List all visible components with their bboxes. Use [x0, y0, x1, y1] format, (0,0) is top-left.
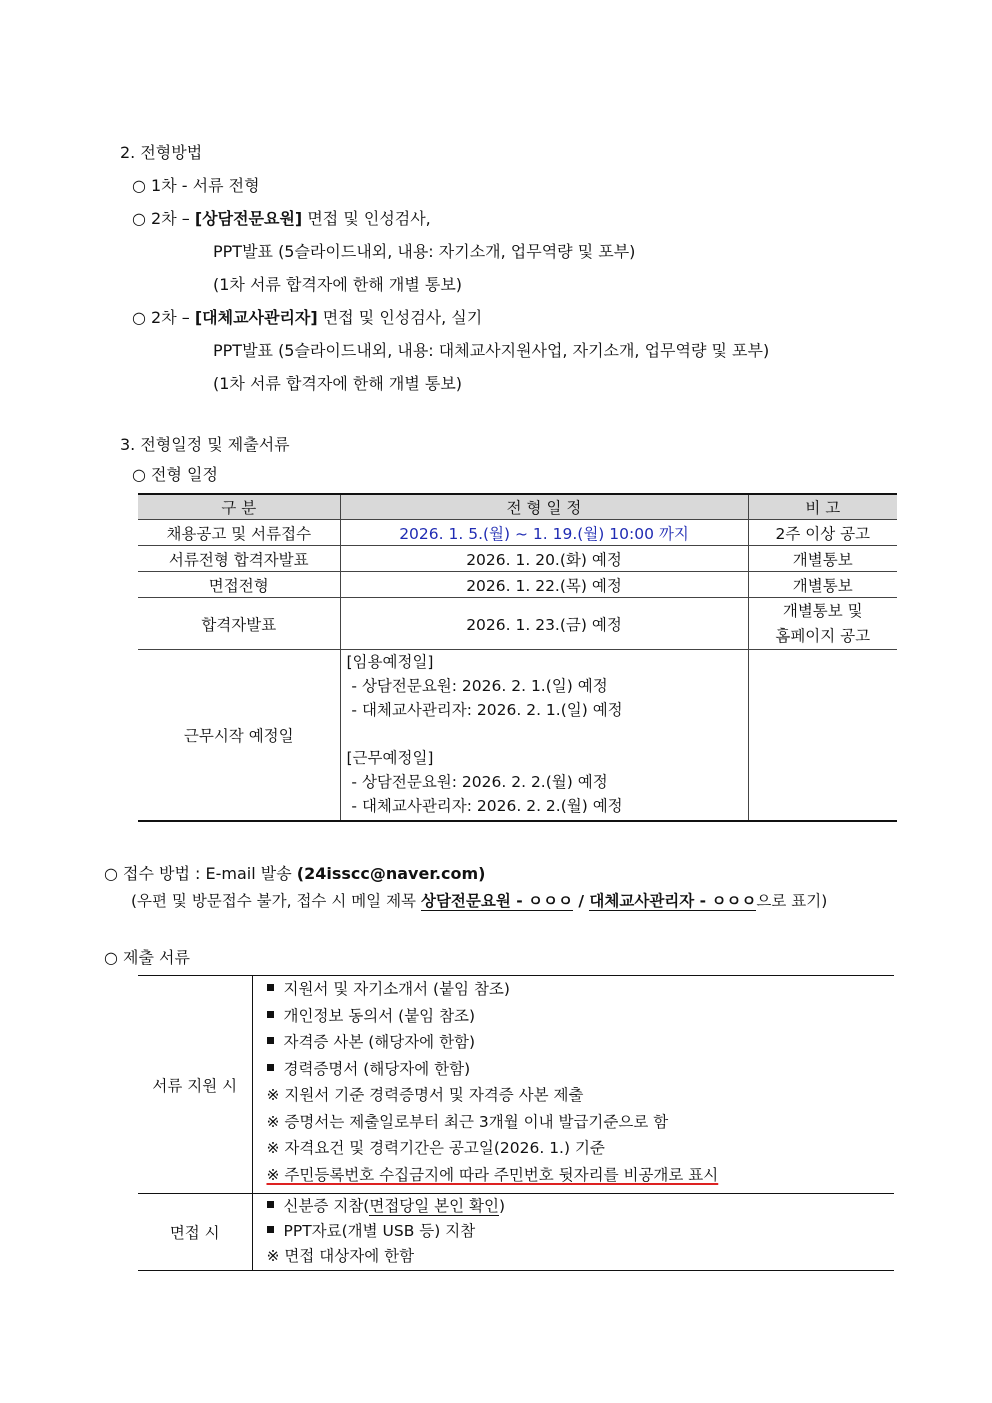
note-item: ※ 자격요건 및 경력기간은 공고일(2026. 1.) 기준 [266, 1139, 605, 1157]
start-line: [근무예정일] [346, 749, 434, 767]
start-line [347, 722, 748, 746]
note-item: ※ 지원서 기준 경력증명서 및 자격증 사본 제출 [266, 1086, 584, 1104]
row-label: 합격자발표 [138, 598, 340, 650]
apply-method: ○ 접수 방법 : E-mail 발송 [104, 864, 297, 883]
row-note: 개별통보 [748, 546, 897, 572]
row-date: 2026. 1. 20.(화) 예정 [340, 546, 748, 572]
row-date: 2026. 1. 22.(목) 예정 [340, 572, 748, 598]
bullet-icon [267, 984, 274, 991]
schedule-header-row [138, 494, 897, 520]
list-item [267, 1194, 895, 1219]
mail-title-counselor: 상담전문요원 - ㅇㅇㅇ [420, 892, 573, 910]
bullet-underlined: 면접당일 본인 확인 [369, 1197, 499, 1215]
row-note: 2주 이상 공고 [748, 520, 897, 546]
row-note: 개별통보 [748, 572, 897, 598]
item3-rest: 면접 및 인성검사, 실기 [317, 308, 483, 327]
row-note [748, 598, 897, 650]
table-row [138, 976, 894, 1194]
bullet-text: 신분증 지참( [283, 1197, 370, 1215]
section2-heading: 2. 전형방법 [120, 143, 203, 162]
apply-line1 [104, 861, 485, 884]
list-item [267, 976, 895, 1003]
item2-rest: 면접 및 인성검사, [302, 209, 431, 228]
note-item-red [267, 1162, 895, 1189]
table-row [138, 520, 897, 546]
bullet-text: 지원서 및 자기소개서 (붙임 참조) [283, 980, 510, 998]
doc-content [252, 976, 894, 1194]
apply-line2 [131, 889, 827, 911]
list-item [267, 1219, 895, 1244]
row-label: 근무시작 예정일 [138, 650, 340, 822]
table-row [138, 650, 897, 822]
row-date: 2026. 1. 23.(금) 예정 [340, 598, 748, 650]
row-label: 서류전형 합격자발표 [138, 546, 340, 572]
bullet-text: 경력증명서 (해당자에 한함) [283, 1059, 471, 1078]
row-note [748, 650, 897, 822]
list-item [267, 1056, 895, 1083]
table-row [138, 1194, 894, 1271]
documents-table [138, 975, 894, 1271]
list-item [267, 1003, 895, 1030]
bullet-icon [267, 1011, 274, 1018]
bullet-text: 자격증 사본 (해당자에 한함) [283, 1033, 476, 1051]
doc-label: 서류 지원 시 [138, 976, 252, 1194]
header-category: 구 분 [138, 494, 340, 520]
documents-heading: ○ 제출 서류 [104, 948, 190, 967]
section2-item2-line2: PPT발표 (5슬라이드내외, 내용: 자기소개, 업무역량 및 포부) [213, 242, 636, 261]
table-row [138, 546, 897, 572]
apply-email: (24isscc@naver.com) [296, 864, 486, 883]
start-line: - 상담전문요원: 2026. 2. 2.(월) 예정 [346, 773, 608, 791]
apply-note-suffix: 으로 표기) [756, 892, 828, 910]
bullet-icon [267, 1064, 274, 1071]
privacy-note: ※ 주민등록번호 수집금지에 따라 주민번호 뒷자리를 비공개로 표시 [266, 1165, 719, 1184]
section2-item3-line3: (1차 서류 합격자에 한해 개별 통보) [213, 374, 463, 393]
schedule-table [138, 493, 897, 822]
mail-title-sep: / [572, 892, 590, 910]
table-row [138, 598, 897, 650]
bullet-icon [267, 1037, 274, 1044]
section3-heading: 3. 전형일정 및 제출서류 [120, 435, 290, 454]
note-item: ※ 증명서는 제출일로부터 최근 3개월 이내 발급기준으로 함 [266, 1112, 669, 1131]
section2-item3 [132, 305, 482, 328]
section2-item2-line3: (1차 서류 합격자에 한해 개별 통보) [213, 275, 463, 294]
row-label: 면접전형 [138, 572, 340, 598]
doc-content [252, 1194, 894, 1271]
section3-sub: ○ 전형 일정 [132, 465, 218, 484]
note-item: ※ 면접 대상자에 한함 [266, 1247, 415, 1265]
section2-item1: ○ 1차 - 서류 전형 [132, 176, 260, 195]
section2-item3-line2: PPT발표 (5슬라이드내외, 내용: 대체교사지원사업, 자기소개, 업무역량 및 포부) [213, 341, 770, 360]
start-line: - 대체교사관리자: 2026. 2. 1.(일) 예정 [346, 701, 623, 719]
header-note: 비 고 [748, 494, 897, 520]
bullet-icon [267, 1201, 274, 1208]
start-line: [임용예정일] [346, 653, 434, 671]
header-schedule: 전 형 일 정 [340, 494, 748, 520]
bullet-text: 개인정보 동의서 (붙임 참조) [283, 1006, 476, 1025]
bullet-text-end: ) [498, 1197, 506, 1215]
note-line: 개별통보 및 [782, 601, 863, 620]
item2-role: [상담전문요원] [194, 209, 303, 228]
mail-title-substitute: 대체교사관리자 - ㅇㅇㅇ [589, 892, 757, 910]
note-line: 홈페이지 공고 [775, 626, 871, 645]
doc-label: 면접 시 [138, 1194, 252, 1271]
bullet-icon [267, 1226, 274, 1233]
row-start-dates [340, 650, 748, 822]
start-line: - 대체교사관리자: 2026. 2. 2.(월) 예정 [346, 797, 623, 815]
table-row [138, 572, 897, 598]
row-date: 2026. 1. 5.(월) ~ 1. 19.(월) 10:00 까지 [340, 520, 748, 546]
section2-item2 [132, 206, 431, 229]
item3-prefix: ○ 2차 – [132, 308, 195, 327]
list-item [267, 1029, 895, 1056]
item3-role: [대체교사관리자] [194, 308, 318, 327]
item2-prefix: ○ 2차 – [132, 209, 195, 228]
bullet-text: PPT자료(개별 USB 등) 지참 [283, 1222, 476, 1240]
apply-note-prefix: (우편 및 방문접수 불가, 접수 시 메일 제목 [131, 892, 421, 910]
start-line: - 상담전문요원: 2026. 2. 1.(일) 예정 [346, 677, 608, 695]
row-label: 채용공고 및 서류접수 [138, 520, 340, 546]
